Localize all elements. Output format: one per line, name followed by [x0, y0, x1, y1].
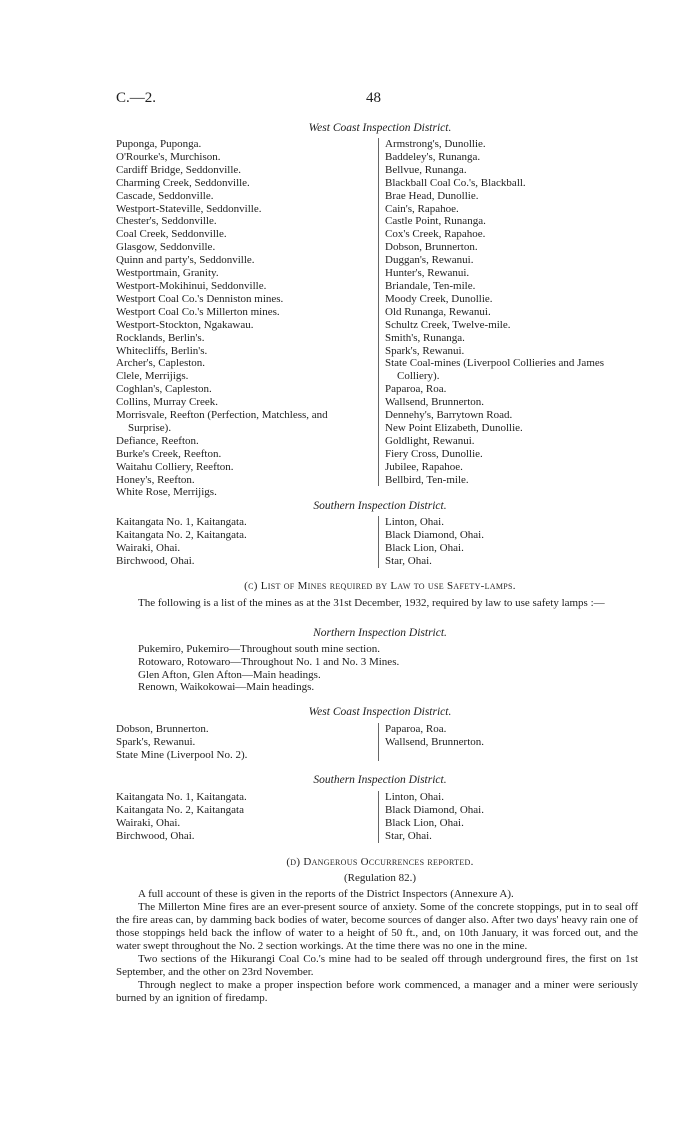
list-item: Black Diamond, Ohai. [385, 803, 484, 816]
list-item: Star, Ohai. [385, 554, 432, 567]
northern-heading: Northern Inspection District. [313, 627, 447, 639]
list-item: Defiance, Reefton. [116, 434, 199, 447]
list-item: Puponga, Puponga. [116, 138, 202, 150]
regulation-reference: (Regulation 82.) [343, 872, 417, 884]
list-item: Chester's, Seddonville. [116, 215, 217, 228]
west-coast-left-column [116, 138, 368, 499]
list-item: Glasgow, Seddonville. [116, 241, 216, 254]
list-item: Westport Coal Co.'s Millerton mines. [116, 305, 280, 318]
list-item: O'Rourke's, Murchison. [116, 150, 221, 163]
west-coast-lamps-heading: West Coast Inspection District. [308, 706, 452, 718]
list-item: Bellbird, Ten-mile. [385, 473, 469, 486]
list-item: Renown, Waikokowai—Main headings. [138, 681, 315, 694]
list-item: Dennehy's, Barrytown Road. [385, 409, 513, 422]
list-item: Duggan's, Rewanui. [385, 254, 474, 267]
list-item: Blackball Coal Co.'s, Blackball. [385, 176, 526, 189]
list-item: Dobson, Brunnerton. [116, 723, 209, 735]
list-item: Cascade, Seddonville. [116, 189, 214, 202]
list-item: Schultz Creek, Twelve-mile. [385, 318, 511, 331]
list-item: Kaitangata No. 1, Kaitangata. [116, 791, 247, 803]
list-item: Rocklands, Berlin's. [116, 331, 205, 344]
list-item: Cain's, Rapahoe. [385, 202, 459, 215]
southern-heading: Southern Inspection District. [313, 500, 447, 512]
list-item: Birchwood, Ohai. [116, 829, 195, 842]
list-item: Fiery Cross, Dunollie. [385, 447, 483, 460]
west-coast-lamps-right-column [378, 723, 585, 761]
list-item: Linton, Ohai. [385, 791, 444, 803]
list-item: Brae Head, Dunollie. [385, 189, 479, 202]
paragraph: A full account of these is given in the reports of the District Inspectors (Annexure A). [138, 888, 514, 900]
list-item: Colliery). [397, 370, 440, 383]
list-item: Honey's, Reefton. [116, 473, 195, 486]
section-c-caption: (c) List of Mines required by Law to use Safety-lamps. [244, 580, 516, 592]
list-item: Paparoa, Roa. [385, 383, 447, 396]
paragraph: The Millerton Mine fires are an ever-present source of anxiety. Some of the concrete stoppings, put in to seal off the fire areas can, by damming back bodies of water, become sources of danger also. After two days' heavy rain one of those stoppings held back the inflow of water to a height of 50 ft., and, on 10th January, it was forced out, and the water swept throughout the No. 2 section workings. At the time there was no one in the mine. [116, 901, 638, 952]
list-item: Archer's, Capleston. [116, 357, 206, 370]
list-item: Linton, Ohai. [385, 516, 444, 528]
section-c-intro [116, 597, 638, 610]
list-item: Westport-Stockton, Ngakawau. [116, 318, 254, 331]
list-item: Morrisvale, Reefton (Perfection, Matchless, and [116, 409, 328, 422]
list-item: Quinn and party's, Seddonville. [116, 254, 255, 267]
list-item: Coal Creek, Seddonville. [116, 228, 227, 241]
page-number: 48 [366, 90, 381, 106]
list-item: Black Lion, Ohai. [385, 816, 464, 829]
list-item: Paparoa, Roa. [385, 723, 447, 735]
list-item: Smith's, Runanga. [385, 331, 465, 344]
list-item: Black Lion, Ohai. [385, 541, 464, 554]
list-item: Black Diamond, Ohai. [385, 528, 484, 541]
list-item: Westport Coal Co.'s Denniston mines. [116, 292, 284, 305]
list-item: Spark's, Rewanui. [116, 735, 196, 748]
list-item: Goldlight, Rewanui. [385, 434, 475, 447]
list-item: Old Runanga, Rewanui. [385, 305, 491, 318]
list-item: Wallsend, Brunnerton. [385, 735, 485, 748]
list-item: Rotowaro, Rotowaro—Throughout No. 1 and No. 3 Mines. [138, 655, 400, 668]
list-item: Wairaki, Ohai. [116, 541, 181, 554]
southern-left-column [116, 516, 368, 568]
list-item: Armstrong's, Dunollie. [385, 138, 486, 150]
west-coast-lamps-left-column [116, 723, 368, 762]
list-item: Dobson, Brunnerton. [385, 241, 478, 254]
list-item: Kaitangata No. 2, Kaitangata [116, 803, 244, 816]
list-item: Wairaki, Ohai. [116, 816, 181, 829]
list-item: Westportmain, Granity. [116, 267, 219, 280]
list-item: Collins, Murray Creek. [116, 396, 219, 409]
list-item: Kaitangata No. 2, Kaitangata. [116, 528, 247, 541]
intro-paragraph: The following is a list of the mines as at the 31st December, 1932, required by law to use safety lamps :— [138, 597, 605, 609]
list-item: Westport-Stateville, Seddonville. [116, 202, 262, 215]
paragraph: Two sections of the Hikurangi Coal Co.'s mine had to be sealed off through underground fires, the first on 1st September, and the other on 23rd November. [116, 953, 638, 978]
list-item: Moody Creek, Dunollie. [385, 292, 493, 305]
list-item: Bellvue, Runanga. [385, 163, 467, 176]
list-item: State Coal-mines (Liverpool Collieries and James [385, 357, 605, 370]
list-item: Whitecliffs, Berlin's. [116, 344, 208, 357]
list-item: Briandale, Ten-mile. [385, 279, 476, 292]
list-item: Jubilee, Rapahoe. [385, 460, 463, 473]
list-item: Wallsend, Brunnerton. [385, 396, 485, 409]
list-item: Cox's Creek, Rapahoe. [385, 228, 486, 241]
southern-lamps-right-column [378, 791, 585, 843]
list-item: Glen Afton, Glen Afton—Main headings. [138, 668, 321, 681]
west-coast-heading: West Coast Inspection District. [308, 122, 452, 134]
list-item: New Point Elizabeth, Dunollie. [385, 421, 523, 434]
list-item: Charming Creek, Seddonville. [116, 176, 250, 189]
west-coast-right-column [378, 138, 645, 486]
southern-lamps-heading: Southern Inspection District. [313, 774, 447, 786]
list-item: Clele, Merrijigs. [116, 370, 189, 383]
southern-lamps-left-column [116, 791, 368, 843]
section-d-body [116, 888, 638, 1005]
list-item: Coghlan's, Capleston. [116, 383, 212, 396]
document-code: C.—2. [116, 90, 157, 106]
list-item: Spark's, Rewanui. [385, 344, 465, 357]
list-item: Surprise). [128, 421, 172, 434]
list-item: Hunter's, Rewanui. [385, 267, 470, 280]
list-item: Burke's Creek, Reefton. [116, 447, 222, 460]
list-item: Pukemiro, Pukemiro—Throughout south mine section. [138, 643, 380, 655]
list-item: Star, Ohai. [385, 829, 432, 842]
list-item: Baddeley's, Runanga. [385, 150, 481, 163]
section-d-caption: (d) Dangerous Occurrences reported. [286, 856, 474, 868]
southern-right-column [378, 516, 585, 568]
list-item: Waitahu Colliery, Reefton. [116, 460, 234, 473]
list-item: White Rose, Merrijigs. [116, 486, 217, 499]
list-item: State Mine (Liverpool No. 2). [116, 748, 248, 761]
northern-list [138, 643, 399, 694]
list-item: Castle Point, Runanga. [385, 215, 486, 228]
list-item: Westport-Mokihinui, Seddonville. [116, 279, 267, 292]
list-item: Kaitangata No. 1, Kaitangata. [116, 516, 247, 528]
list-item: Birchwood, Ohai. [116, 554, 195, 567]
list-item: Cardiff Bridge, Seddonville. [116, 163, 242, 176]
paragraph: Through neglect to make a proper inspection before work commenced, a manager and a miner were seriously burned by an ignition of firedamp. [116, 979, 638, 1004]
